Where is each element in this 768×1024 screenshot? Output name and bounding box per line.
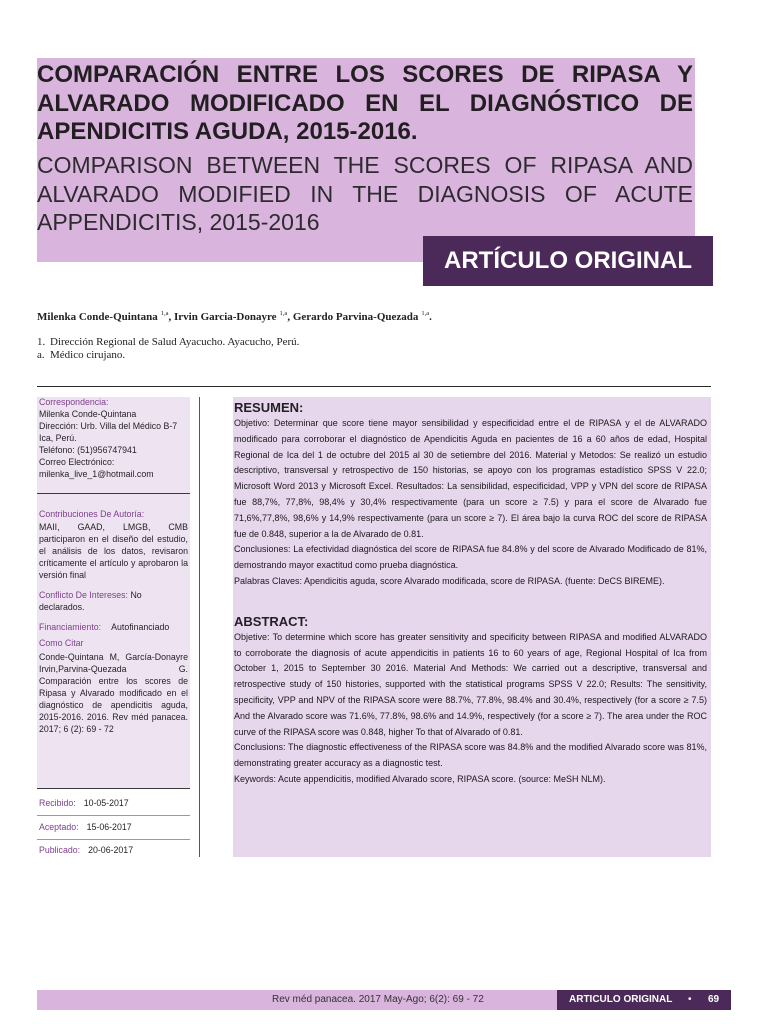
correspondence-line: Teléfono: (51)956747941 xyxy=(39,445,137,455)
affiliation-item xyxy=(37,349,537,362)
affiliation-list xyxy=(37,336,537,362)
date-value: 15-06-2017 xyxy=(86,822,132,832)
author-name: Milenka Conde-Quintana xyxy=(37,311,158,323)
footer-journal-citation: Rev méd panacea. 2017 May-Ago; 6(2): 69 - 72 xyxy=(272,994,484,1005)
conflicts-label: Conflicto De Intereses: xyxy=(39,590,128,600)
abstract-paragraph: Objetive: To determine which score has greater sensitivity and specificity between RIPASA and modified ALVARADO to corroborate the diagnosis of acute appendicitis in patients 16 to 60 years of age, Regional Hospital of Ica from October 1, 2015 to September 30 2016. Material And Methods: We carried out a descriptive, transversal and retrospective study of 150 histories, supported with the statistical programs SPSS V 22.0; Results: The sensitivity, specificity, VPP and NPV of the RIPASA score were 88.7%, 77.8%, 98.4% and 30.4%, respectively (for a score ≥ 7.5) And the Alvarado score was 71.6%, 77.8%, 98.6% and 14.9%, respectively (for a score ≥ 7). The area under the ROC curve of the RIPASA score was 0.848, higher To that of Alvarado of 0.81. xyxy=(234,631,707,737)
correspondence-line: Milenka Conde-Quintana xyxy=(39,409,137,419)
footer-section-label: ARTICULO ORIGINAL xyxy=(569,994,673,1005)
funding-label: Financiamiento: xyxy=(39,622,102,632)
date-label: Aceptado: xyxy=(39,822,79,832)
date-published xyxy=(39,844,188,856)
correspondence-heading: Correspondencia: xyxy=(39,397,109,407)
title-spanish: COMPARACIÓN ENTRE LOS SCORES DE RIPASA Y ALVARADO MODIFICADO EN EL DIAGNÓSTICO DE APENDICITIS AGUDA, 2015-2016. xyxy=(37,61,693,145)
conflicts-value: No declarados. xyxy=(39,590,142,612)
title-english: COMPARISON BETWEEN THE SCORES OF RIPASA AND ALVARADO MODIFIED IN THE DIAGNOSIS OF ACUTE APPENDICITIS, 2015-2016 xyxy=(37,152,693,235)
date-label: Recibido: xyxy=(39,798,76,808)
affiliation-mark: 1. xyxy=(37,336,46,348)
contributions-text: MAII, GAAD, LMGB, CMB participaron en el diseño del estudio, el análisis de los datos, revisaron críticamente el artículo y aprobaron la versión final xyxy=(39,522,188,580)
affiliation-mark: a. xyxy=(37,349,45,361)
correspondence-email: milenka_live_1@hotmail.com xyxy=(39,469,154,479)
abstract-heading: ABSTRACT: xyxy=(234,613,309,629)
correspondence-line: Correo Electrónico: xyxy=(39,457,115,467)
author-separator: , xyxy=(287,311,293,323)
author-affiliation-mark: 1,a xyxy=(279,310,288,317)
correspondence-line: Dirección: Urb. Villa del Médico B-7 xyxy=(39,421,178,431)
article-type-badge: ARTÍCULO ORIGINAL xyxy=(423,236,713,286)
resumen-paragraph: Objetivo: Determinar que score tiene mayor sensibilidad y especificidad entre el de RIPASA y el de ALVARADO modificado para corroborar el diagnóstico de Apendicitis Aguda en pacientes de 16 a 60 años de edad, Hospital Regional de Ica del 1 de octubre del 2015 al 30 de setiembre del 2016. Material y Metodos: Se realizó un estudio descriptivo, transversal y retrospectivo de 150 historias, se apoyo con los programas estadístico SPSS V 22.0; Microsoft Word 2013 y Microsoft Excel. Resultados: La sensibilidad, especificidad, VPP y VPN del score de RIPASA fue 88,7%, 77,8%, 98,4% y 30,4% respectivamente (para un score ≥ 7.5) y para el score de Alvarado fue 71,6%,77,8%, 98,6% y 14,9% respectivamente (para un score ≥ 7). El área bajo la curva ROC del score de RIPASA fue de 0.848, superior a la de Alvarado de 0.81. xyxy=(234,418,707,539)
affiliation-text: Dirección Regional de Salud Ayacucho. Ayacucho, Perú. xyxy=(50,336,300,348)
footer-journal-bar xyxy=(37,990,557,1010)
date-divider xyxy=(37,815,190,816)
author-separator: . xyxy=(429,311,432,323)
conflicts-block xyxy=(39,589,188,613)
abstract-keywords: Keywords: Acute appendicitis, modified Alvarado score, RIPASA score. (source: MeSH NLM). xyxy=(234,773,606,784)
date-label: Publicado: xyxy=(39,845,81,855)
title-banner xyxy=(37,58,695,262)
sidebar-divider xyxy=(37,788,190,789)
date-received xyxy=(39,797,188,809)
author-affiliation-mark: 1,a xyxy=(421,310,430,317)
footer-bullet: • xyxy=(688,994,692,1005)
author-list xyxy=(37,310,697,324)
date-accepted xyxy=(39,821,188,833)
affiliation-text: Médico cirujano. xyxy=(50,349,126,361)
resumen-heading: RESUMEN: xyxy=(234,400,304,415)
author-separator: , xyxy=(168,311,174,323)
column-divider xyxy=(199,397,200,857)
page-number: 69 xyxy=(708,994,720,1005)
date-divider xyxy=(37,839,190,840)
contributions-block xyxy=(39,508,188,581)
funding-block xyxy=(39,621,188,633)
contributions-heading: Contribuciones De Autoría: xyxy=(39,509,145,519)
funding-value: Autofinanciado xyxy=(111,622,170,632)
author-affiliation-mark: 1,a xyxy=(160,310,169,317)
resumen-keywords: Palabras Claves: Apendicitis aguda, score Alvarado modificada, score de RIPASA. (fuente: DeCS BIREME). xyxy=(234,575,665,586)
abstract-conclusions: Conclusions: The diagnostic effectiveness of the RIPASA score was 84.8% and the modified Alvarado score was 81%, demonstrating greater accuracy as a diagnostic test. xyxy=(234,742,707,769)
date-value: 10-05-2017 xyxy=(83,798,129,808)
citation-block xyxy=(39,637,188,735)
citation-text: Conde-Quintana M, García-Donayre Irvin,Parvina-Quezada G. Comparación entre los scores de Ripasa y Alvarado modificado en el diagnóstico de apendicitis aguda, 2015-2016. 2016. Rev méd panacea. 2017; 6 (2): 69 - 72 xyxy=(39,652,188,734)
correspondence-block xyxy=(39,396,188,480)
footer-section-bar xyxy=(557,990,731,1010)
abstract-panel xyxy=(233,397,711,857)
header-divider xyxy=(37,386,711,387)
resumen-conclusions: Conclusiones: La efectividad diagnóstica del score de RIPASA fue 84.8% y del score de Alvarado Modificado de 81%, demostrando mayor exactitud como prueba diagnóstica. xyxy=(234,544,707,571)
affiliation-item xyxy=(37,336,537,349)
author-name: Gerardo Parvina-Quezada xyxy=(292,311,419,323)
citation-heading: Como Citar xyxy=(39,638,84,648)
correspondence-line: Ica, Perú. xyxy=(39,433,77,443)
author-name: Irvin Garcia-Donayre xyxy=(173,311,277,323)
date-value: 20-06-2017 xyxy=(88,845,134,855)
sidebar-divider xyxy=(37,493,190,494)
